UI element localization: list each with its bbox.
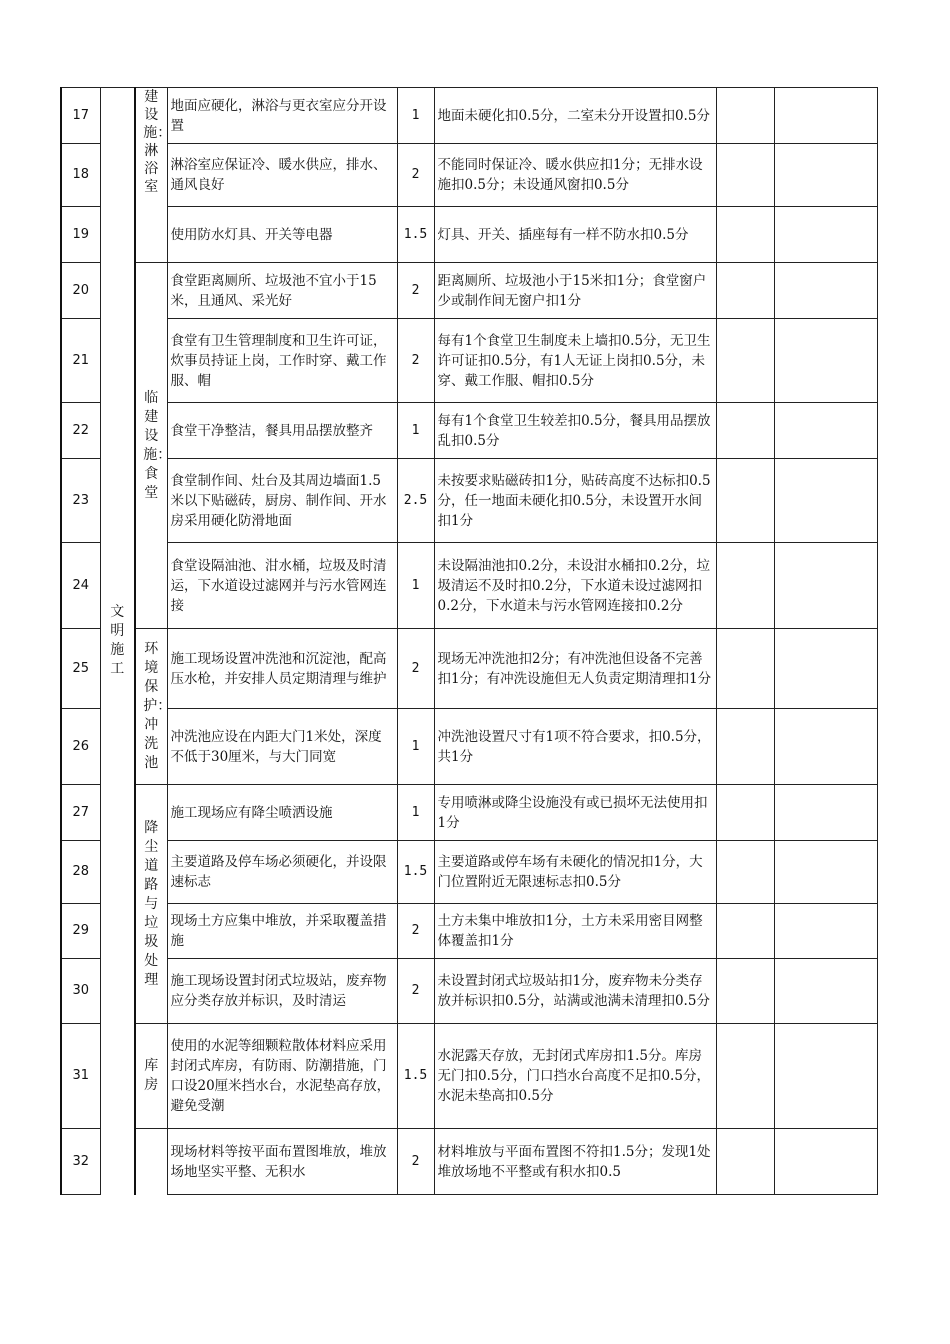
blank-cell-1 bbox=[716, 1024, 774, 1129]
requirement-cell: 食堂设隔油池、泔水桶，垃圾及时清运，下水道设过滤网并与污水管网连接 bbox=[167, 543, 397, 629]
row-number: 18 bbox=[61, 144, 100, 207]
score-cell: 1 bbox=[397, 785, 434, 841]
deduction-cell: 距离厕所、垃圾池小于15米扣1分；食堂窗户少或制作间无窗户扣1分 bbox=[434, 263, 716, 319]
table-row bbox=[61, 904, 877, 959]
blank-cell-1 bbox=[716, 959, 774, 1024]
table-row bbox=[61, 263, 877, 319]
group-label: 建设施：淋浴室 bbox=[143, 89, 172, 195]
table-row bbox=[61, 785, 877, 841]
deduction-cell: 土方未集中堆放扣1分，土方未采用密目网整体覆盖扣1分 bbox=[434, 904, 716, 959]
group-label: 库房 bbox=[144, 1058, 159, 1093]
blank-cell-2 bbox=[774, 841, 877, 904]
category-label: 文明施工 bbox=[110, 604, 125, 678]
row-number: 31 bbox=[61, 1024, 100, 1129]
requirement-cell: 食堂制作间、灶台及其周边墙面1.5米以下贴磁砖，厨房、制作间、开水房采用硬化防滑地面 bbox=[167, 459, 397, 543]
blank-cell-1 bbox=[716, 207, 774, 263]
score-cell: 2 bbox=[397, 1129, 434, 1195]
blank-cell-1 bbox=[716, 904, 774, 959]
row-number: 25 bbox=[61, 629, 100, 709]
score-cell: 1.5 bbox=[397, 207, 434, 263]
row-number: 19 bbox=[61, 207, 100, 263]
blank-cell-2 bbox=[774, 403, 877, 459]
table-row bbox=[61, 959, 877, 1024]
requirement-cell: 施工现场应有降尘喷洒设施 bbox=[167, 785, 397, 841]
deduction-cell: 水泥露天存放，无封闭式库房扣1.5分。库房无门扣0.5分，门口挡水台高度不足扣0.5分，水泥未垫高扣0.5分 bbox=[434, 1024, 716, 1129]
row-number: 29 bbox=[61, 904, 100, 959]
blank-cell-2 bbox=[774, 88, 877, 144]
requirement-cell: 使用的水泥等细颗粒散体材料应采用封闭式库房，有防雨、防潮措施，门口设20厘米挡水台，水泥垫高存放，避免受潮 bbox=[167, 1024, 397, 1129]
group-label: 环境保护：冲洗池 bbox=[143, 641, 172, 771]
deduction-cell: 灯具、开关、插座每有一样不防水扣0.5分 bbox=[434, 207, 716, 263]
deduction-cell: 材料堆放与平面布置图不符扣1.5分；发现1处堆放场地不平整或有积水扣0.5 bbox=[434, 1129, 716, 1195]
blank-cell-2 bbox=[774, 1129, 877, 1195]
table-row bbox=[61, 709, 877, 785]
group-cell bbox=[135, 629, 172, 785]
inspection-table bbox=[60, 87, 878, 1195]
row-number: 26 bbox=[61, 709, 100, 785]
group-cell bbox=[135, 1024, 167, 1129]
blank-cell-1 bbox=[716, 319, 774, 403]
requirement-cell: 施工现场设置封闭式垃圾站，废弃物应分类存放并标识，及时清运 bbox=[167, 959, 397, 1024]
score-cell: 2 bbox=[397, 629, 434, 709]
table-row bbox=[61, 841, 877, 904]
blank-cell-1 bbox=[716, 709, 774, 785]
blank-cell-1 bbox=[716, 144, 774, 207]
score-cell: 2.5 bbox=[397, 459, 434, 543]
score-cell: 1 bbox=[397, 543, 434, 629]
table-row bbox=[61, 459, 877, 543]
deduction-cell: 未设隔油池扣0.2分，未设泔水桶扣0.2分，垃圾清运不及时扣0.2分，下水道未设过滤网扣0.2分，下水道未与污水管网连接扣0.2分 bbox=[434, 543, 716, 629]
blank-cell-1 bbox=[716, 403, 774, 459]
group-label: 临建设施：食堂 bbox=[143, 389, 172, 501]
table-row bbox=[61, 629, 877, 709]
group-cell bbox=[135, 1129, 167, 1195]
table-row bbox=[61, 88, 877, 144]
blank-cell-1 bbox=[716, 629, 774, 709]
deduction-cell: 不能同时保证冷、暖水供应扣1分；无排水设施扣0.5分；未设通风窗扣0.5分 bbox=[434, 144, 716, 207]
deduction-cell: 专用喷淋或降尘设施没有或已损坏无法使用扣1分 bbox=[434, 785, 716, 841]
blank-cell-1 bbox=[716, 785, 774, 841]
group-cell bbox=[135, 263, 172, 629]
requirement-cell: 现场土方应集中堆放，并采取覆盖措施 bbox=[167, 904, 397, 959]
category-cell bbox=[100, 88, 135, 1195]
requirement-cell: 食堂干净整洁，餐具用品摆放整齐 bbox=[167, 403, 397, 459]
score-cell: 1 bbox=[397, 709, 434, 785]
score-cell: 2 bbox=[397, 904, 434, 959]
deduction-cell: 每有1个食堂卫生制度未上墙扣0.5分，无卫生许可证扣0.5分，有1人无证上岗扣0.5分，未穿、戴工作服、帽扣0.5分 bbox=[434, 319, 716, 403]
blank-cell-2 bbox=[774, 785, 877, 841]
score-cell: 2 bbox=[397, 263, 434, 319]
score-cell: 1.5 bbox=[397, 841, 434, 904]
requirement-cell: 主要道路及停车场必须硬化，并设限速标志 bbox=[167, 841, 397, 904]
deduction-cell: 未按要求贴磁砖扣1分，贴砖高度不达标扣0.5分，任一地面未硬化扣0.5分，未设置开水间扣1分 bbox=[434, 459, 716, 543]
requirement-cell: 使用防水灯具、开关等电器 bbox=[167, 207, 397, 263]
blank-cell-2 bbox=[774, 629, 877, 709]
table-row bbox=[61, 543, 877, 629]
row-number: 30 bbox=[61, 959, 100, 1024]
table-row bbox=[61, 1129, 877, 1195]
table-row bbox=[61, 207, 877, 263]
row-number: 28 bbox=[61, 841, 100, 904]
table-row bbox=[61, 319, 877, 403]
score-cell: 1 bbox=[397, 403, 434, 459]
requirement-cell: 冲洗池应设在内距大门1米处，深度不低于30厘米，与大门同宽 bbox=[167, 709, 397, 785]
table-row bbox=[61, 144, 877, 207]
blank-cell-2 bbox=[774, 543, 877, 629]
group-label: 降尘道路与垃圾处理 bbox=[144, 819, 159, 988]
blank-cell-2 bbox=[774, 904, 877, 959]
row-number: 23 bbox=[61, 459, 100, 543]
requirement-cell: 现场材料等按平面布置图堆放，堆放场地坚实平整、无积水 bbox=[167, 1129, 397, 1195]
blank-cell-2 bbox=[774, 207, 877, 263]
blank-cell-1 bbox=[716, 543, 774, 629]
group-cell bbox=[135, 88, 172, 263]
score-cell: 2 bbox=[397, 959, 434, 1024]
deduction-cell: 现场无冲洗池扣2分；有冲洗池但设备不完善扣1分；有冲洗设施但无人负责定期清理扣1分 bbox=[434, 629, 716, 709]
table-row bbox=[61, 403, 877, 459]
blank-cell-1 bbox=[716, 841, 774, 904]
requirement-cell: 食堂距离厕所、垃圾池不宜小于15米，且通风、采光好 bbox=[167, 263, 397, 319]
blank-cell-2 bbox=[774, 319, 877, 403]
row-number: 24 bbox=[61, 543, 100, 629]
blank-cell-2 bbox=[774, 144, 877, 207]
score-cell: 2 bbox=[397, 144, 434, 207]
row-number: 20 bbox=[61, 263, 100, 319]
deduction-cell: 未设置封闭式垃圾站扣1分，废弃物未分类存放并标识扣0.5分，站满或池满未清理扣0.5分 bbox=[434, 959, 716, 1024]
score-cell: 1.5 bbox=[397, 1024, 434, 1129]
blank-cell-2 bbox=[774, 263, 877, 319]
deduction-cell: 每有1个食堂卫生较差扣0.5分，餐具用品摆放乱扣0.5分 bbox=[434, 403, 716, 459]
row-number: 17 bbox=[61, 88, 100, 144]
deduction-cell: 地面未硬化扣0.5分，二室未分开设置扣0.5分 bbox=[434, 88, 716, 144]
blank-cell-1 bbox=[716, 1129, 774, 1195]
score-cell: 1 bbox=[397, 88, 434, 144]
row-number: 22 bbox=[61, 403, 100, 459]
group-cell bbox=[135, 785, 167, 1024]
requirement-cell: 食堂有卫生管理制度和卫生许可证，炊事员持证上岗，工作时穿、戴工作服、帽 bbox=[167, 319, 397, 403]
score-cell: 2 bbox=[397, 319, 434, 403]
blank-cell-1 bbox=[716, 263, 774, 319]
requirement-cell: 淋浴室应保证冷、暖水供应，排水、通风良好 bbox=[167, 144, 397, 207]
requirement-cell: 施工现场设置冲洗池和沉淀池，配高压水枪，并安排人员定期清理与维护 bbox=[167, 629, 397, 709]
row-number: 21 bbox=[61, 319, 100, 403]
deduction-cell: 冲洗池设置尺寸有1项不符合要求，扣0.5分，共1分 bbox=[434, 709, 716, 785]
requirement-cell: 地面应硬化，淋浴与更衣室应分开设置 bbox=[167, 88, 397, 144]
blank-cell-2 bbox=[774, 709, 877, 785]
row-number: 27 bbox=[61, 785, 100, 841]
table-row bbox=[61, 1024, 877, 1129]
blank-cell-2 bbox=[774, 959, 877, 1024]
blank-cell-1 bbox=[716, 459, 774, 543]
deduction-cell: 主要道路或停车场有未硬化的情况扣1分，大门位置附近无限速标志扣0.5分 bbox=[434, 841, 716, 904]
row-number: 32 bbox=[61, 1129, 100, 1195]
blank-cell-1 bbox=[716, 88, 774, 144]
blank-cell-2 bbox=[774, 459, 877, 543]
blank-cell-2 bbox=[774, 1024, 877, 1129]
